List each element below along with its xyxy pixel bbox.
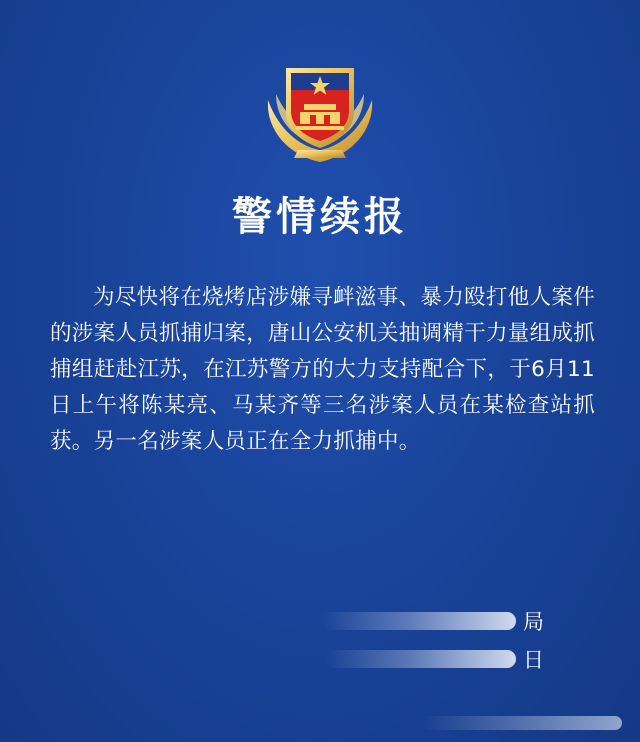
redacted-signature-bar [321, 612, 516, 630]
redacted-date-bar [326, 650, 516, 668]
notice-body: 为尽快将在烧烤店涉嫌寻衅滋事、暴力殴打他人案件的涉案人员抓捕归案，唐山公安机关抽调精干力量组成抓捕组赶赴江苏，在江苏警方的大力支持配合下，于6月11日上午将陈某亮、马某齐等三名涉案人员在某检查站抓获。另一名涉案人员正在全力抓捕中。 [50, 285, 596, 454]
watermark-blur [422, 716, 622, 730]
date-fragment: 日 [523, 648, 544, 672]
notice-title: 警情续报 [232, 194, 408, 240]
police-emblem-icon [258, 50, 382, 174]
issuer-fragment: 局 [523, 610, 544, 634]
